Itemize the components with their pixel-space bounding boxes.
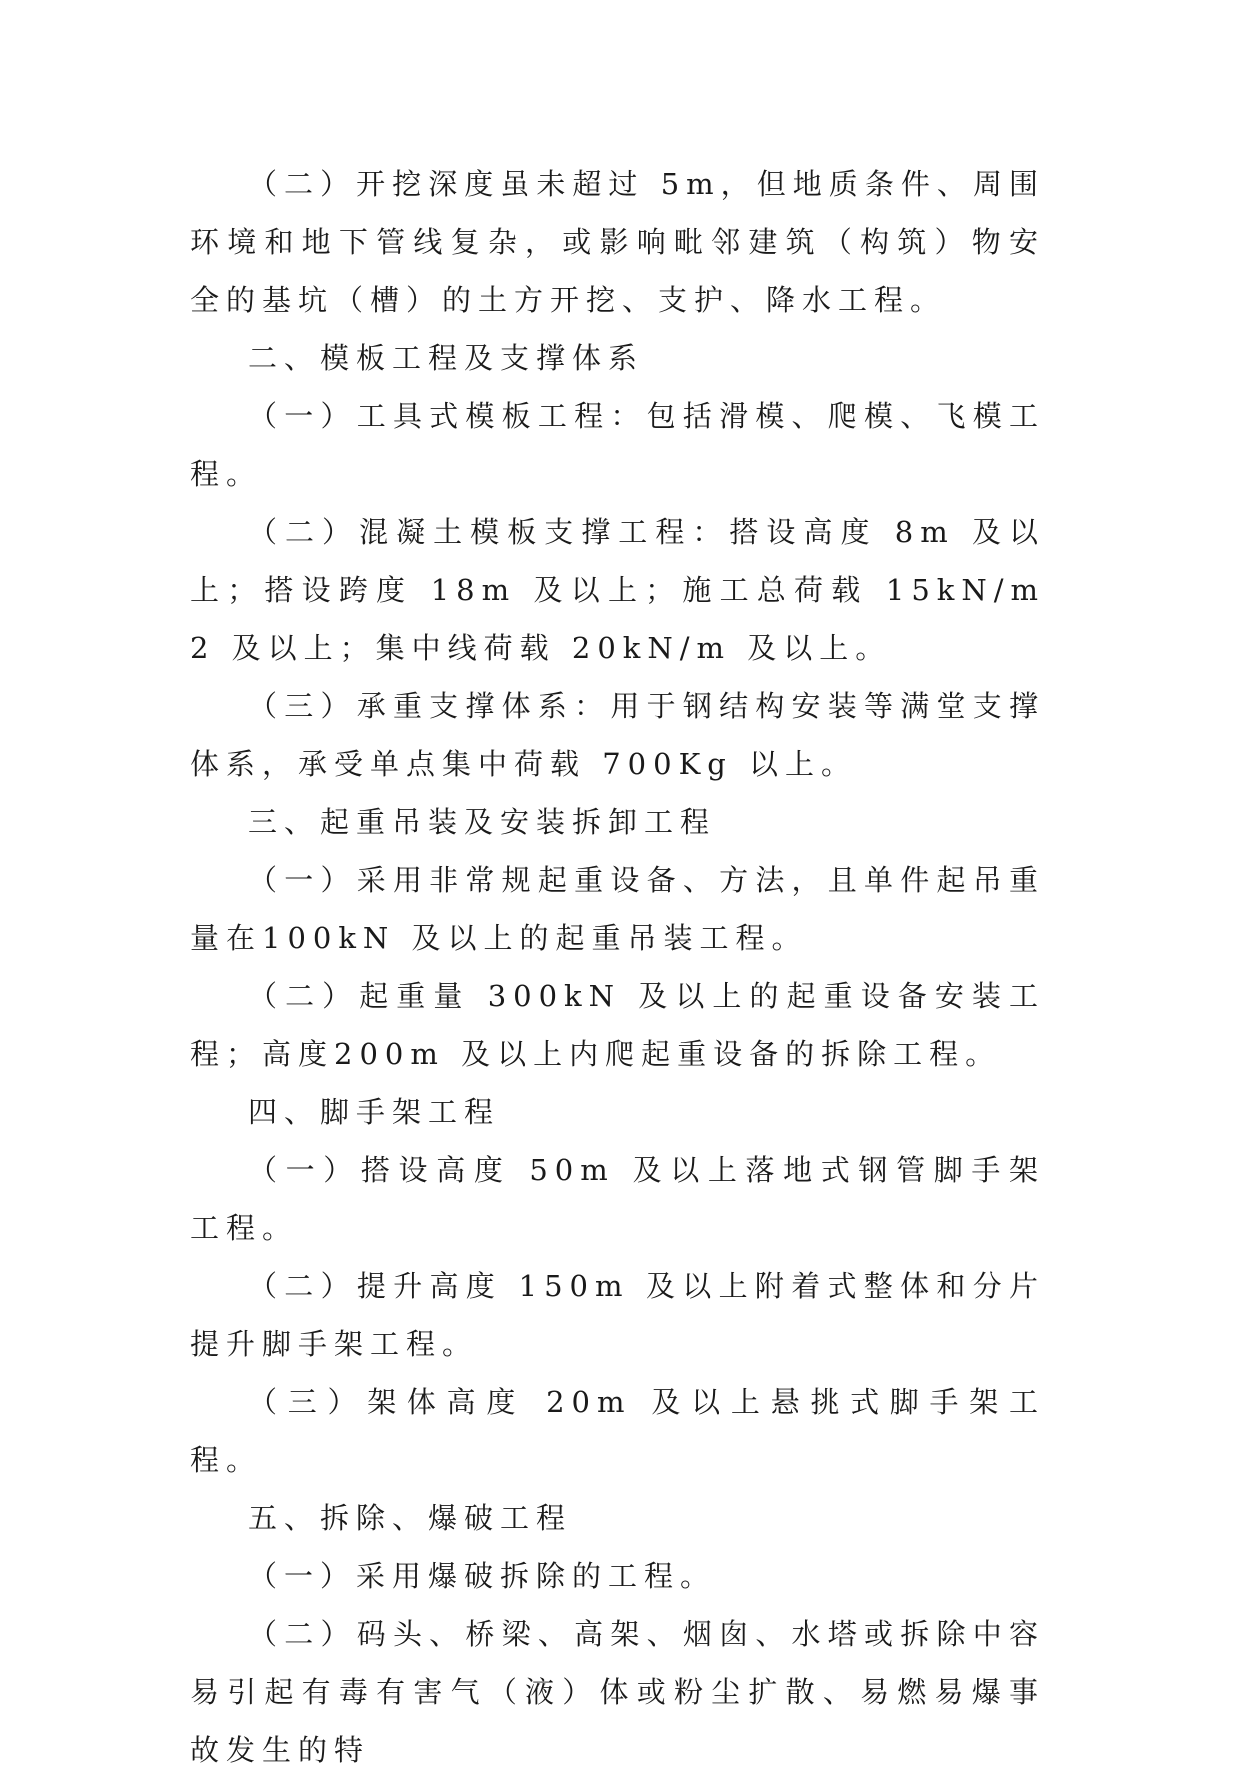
paragraph-nonstandard-lifting: （一）采用非常规起重设备、方法，且单件起吊重量在100kN 及以上的起重吊装工程。 <box>190 863 1045 955</box>
paragraph-tool-formwork: （一）工具式模板工程：包括滑模、爬模、飞模工程。 <box>190 399 1045 491</box>
heading-scaffolding: 四、脚手架工程 <box>248 1095 501 1129</box>
paragraph-concrete-formwork-support: （二）混凝土模板支撑工程：搭设高度 8m 及以上；搭设跨度 18m 及以上；施工总荷载 15kN/m2 及以上；集中线荷载 20kN/m 及以上。 <box>190 515 1045 665</box>
heading-formwork: 二、模板工程及支撑体系 <box>248 341 645 375</box>
heading-demolition-blasting: 五、拆除、爆破工程 <box>248 1501 573 1535</box>
heading-lifting-installation: 三、起重吊装及安装拆卸工程 <box>248 805 717 839</box>
paragraph-lifting-equipment-install: （二）起重量 300kN 及以上的起重设备安装工程；高度200m 及以上内爬起重设备的拆除工程。 <box>190 979 1045 1071</box>
paragraph-cantilever-scaffolding: （三）架体高度 20m 及以上悬挑式脚手架工程。 <box>190 1385 1045 1477</box>
paragraph-load-bearing-support: （三）承重支撑体系：用于钢结构安装等满堂支撑体系，承受单点集中荷载 700Kg 以上。 <box>190 689 1045 781</box>
paragraph-excavation-complex: （二）开挖深度虽未超过 5m，但地质条件、周围环境和地下管线复杂，或影响毗邻建筑（构筑）物安全的基坑（槽）的土方开挖、支护、降水工程。 <box>190 167 1045 317</box>
paragraph-floor-scaffolding: （一）搭设高度 50m 及以上落地式钢管脚手架工程。 <box>190 1153 1045 1245</box>
document-body <box>190 155 1045 1779</box>
paragraph-special-demolition: （二）码头、桥梁、高架、烟囱、水塔或拆除中容易引起有毒有害气（液）体或粉尘扩散、易燃易爆事故发生的特 <box>190 1617 1045 1767</box>
paragraph-attached-scaffolding: （二）提升高度 150m 及以上附着式整体和分片提升脚手架工程。 <box>190 1269 1045 1361</box>
paragraph-blasting-demolition: （一）采用爆破拆除的工程。 <box>248 1559 717 1593</box>
